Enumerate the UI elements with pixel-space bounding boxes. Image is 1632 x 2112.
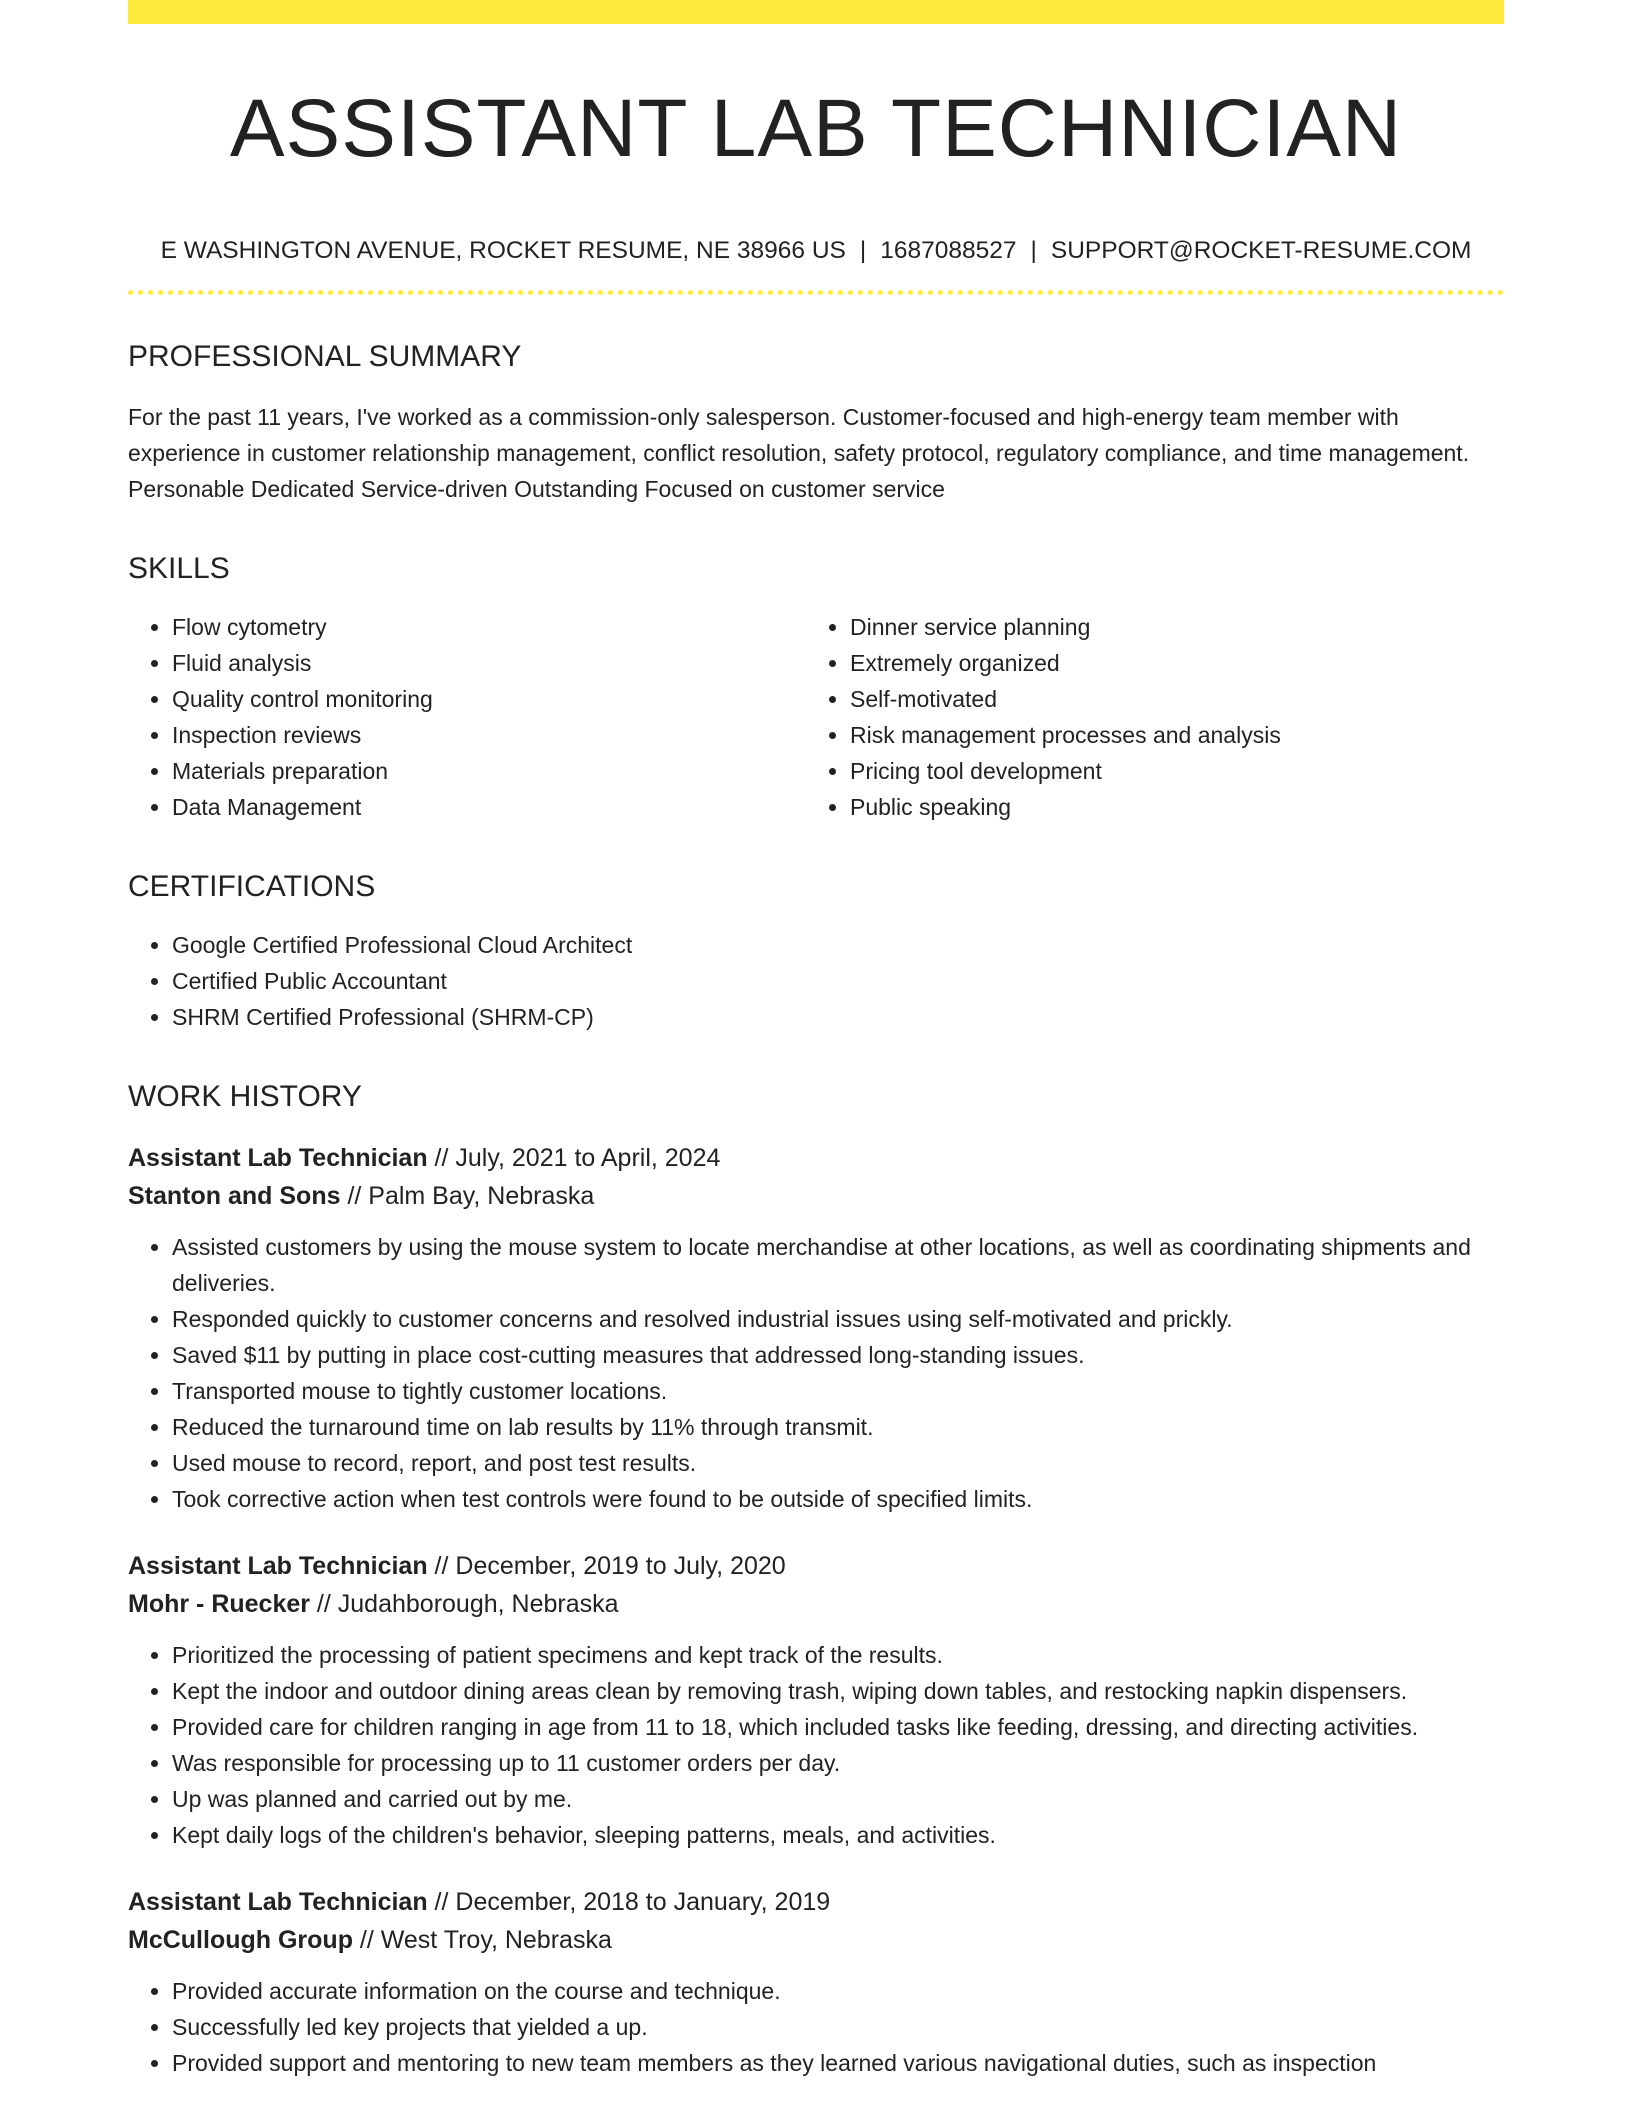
job-bullet: • Kept daily logs of the children's behavior, sleeping patterns, meals, and activities. (172, 1817, 1504, 1853)
job-bullet: • Provided accurate information on the course and technique. (172, 1973, 1504, 2009)
skill-item: • Risk management processes and analysis (850, 717, 1484, 753)
contact-phone: 1687088527 (880, 237, 1017, 265)
job-role: Assistant Lab Technician (128, 1552, 428, 1581)
job-bullet: • Reduced the turnaround time on lab results by 11% through transmit. (172, 1409, 1504, 1445)
job-company: Mohr - Ruecker (128, 1590, 310, 1619)
job-bullet: • Responded quickly to customer concerns and resolved industrial issues using self-motivated and prickly. (172, 1301, 1504, 1337)
job-location: // West Troy, Nebraska (352, 1926, 612, 1955)
skill-item: • Dinner service planning (850, 609, 1484, 645)
job-bullets (128, 1637, 1504, 1853)
job-company: Stanton and Sons (128, 1182, 341, 1211)
job-bullet: • Prioritized the processing of patient specimens and kept track of the results. (172, 1637, 1504, 1673)
dotted-divider (128, 290, 1504, 295)
job-dates: // December, 2018 to January, 2019 (427, 1888, 831, 1917)
job-bullets (128, 1973, 1504, 2081)
job-entry (128, 1547, 1504, 1853)
certification-item: • Google Certified Professional Cloud Architect (172, 927, 1504, 963)
job-bullet: • Up was planned and carried out by me. (172, 1781, 1504, 1817)
job-entry (128, 1139, 1504, 1517)
job-location: // Judahborough, Nebraska (309, 1590, 619, 1619)
job-bullet: • Transported mouse to tightly customer locations. (172, 1373, 1504, 1409)
job-bullet: • Was responsible for processing up to 11 customer orders per day. (172, 1745, 1504, 1781)
job-title-line (128, 1547, 1504, 1585)
work-history-heading: WORK HISTORY (128, 1080, 362, 1114)
contact-separator: | (1030, 237, 1037, 265)
job-bullet: • Took corrective action when test controls were found to be outside of specified limits. (172, 1481, 1504, 1517)
skill-item: • Quality control monitoring (172, 681, 806, 717)
job-entry (128, 1883, 1504, 2081)
job-company-line (128, 1177, 1504, 1215)
certifications-list (128, 927, 1504, 1035)
job-bullet: • Kept the indoor and outdoor dining areas clean by removing trash, wiping down tables, and restocking napkin dispensers. (172, 1673, 1504, 1709)
job-bullets (128, 1229, 1504, 1517)
job-bullet: • Provided support and mentoring to new team members as they learned various navigational duties, such as inspection (172, 2045, 1504, 2081)
certifications-heading: CERTIFICATIONS (128, 870, 376, 904)
skill-item: • Data Management (172, 789, 806, 825)
skill-item: • Materials preparation (172, 753, 806, 789)
job-role: Assistant Lab Technician (128, 1888, 428, 1917)
job-bullet: • Successfully led key projects that yielded a up. (172, 2009, 1504, 2045)
skills-column-right (806, 609, 1484, 825)
job-title-line (128, 1139, 1504, 1177)
job-location: // Palm Bay, Nebraska (340, 1182, 595, 1211)
job-bullet: • Assisted customers by using the mouse system to locate merchandise at other locations, as well as coordinating shipments and deliveries. (172, 1229, 1504, 1301)
skill-item: • Flow cytometry (172, 609, 806, 645)
skill-item: • Extremely organized (850, 645, 1484, 681)
skill-item: • Inspection reviews (172, 717, 806, 753)
job-dates: // December, 2019 to July, 2020 (427, 1552, 786, 1581)
resume-title: ASSISTANT LAB TECHNICIAN (229, 83, 1403, 174)
contact-line (128, 236, 1504, 266)
skills-list (128, 609, 1504, 825)
job-role: Assistant Lab Technician (128, 1144, 428, 1173)
certification-item: • Certified Public Accountant (172, 963, 1504, 999)
contact-email: SUPPORT@ROCKET-RESUME.COM (1050, 237, 1472, 265)
skill-item: • Pricing tool development (850, 753, 1484, 789)
contact-separator: | (859, 237, 867, 265)
job-bullet: • Provided care for children ranging in age from 11 to 18, which included tasks like feeding, dressing, and directing activities. (172, 1709, 1504, 1745)
accent-bar (128, 0, 1504, 24)
job-dates: // July, 2021 to April, 2024 (427, 1144, 721, 1173)
contact-address: E WASHINGTON AVENUE, ROCKET RESUME, NE 38966 US (160, 237, 846, 265)
skill-item: • Public speaking (850, 789, 1484, 825)
job-company-line (128, 1585, 1504, 1623)
job-title-line (128, 1883, 1504, 1921)
resume-page (128, 0, 1504, 2081)
skill-item: • Self-motivated (850, 681, 1484, 717)
job-bullet: • Saved $11 by putting in place cost-cutting measures that addressed long-standing issues. (172, 1337, 1504, 1373)
summary-text: For the past 11 years, I've worked as a commission-only salesperson. Customer-focused and high-energy team member with experience in customer relationship management, conflict resolution, safety protocol, regulatory compliance, and time management. Personable Dedicated Service-driven Outstanding Focused on customer service (128, 404, 1470, 503)
skills-heading: SKILLS (128, 552, 230, 586)
summary-heading: PROFESSIONAL SUMMARY (128, 340, 522, 374)
job-bullet: • Used mouse to record, report, and post test results. (172, 1445, 1504, 1481)
job-company: McCullough Group (128, 1926, 353, 1955)
skill-item: • Fluid analysis (172, 645, 806, 681)
certification-item: • SHRM Certified Professional (SHRM-CP) (172, 999, 1504, 1035)
skills-column-left (128, 609, 806, 825)
job-company-line (128, 1921, 1504, 1959)
